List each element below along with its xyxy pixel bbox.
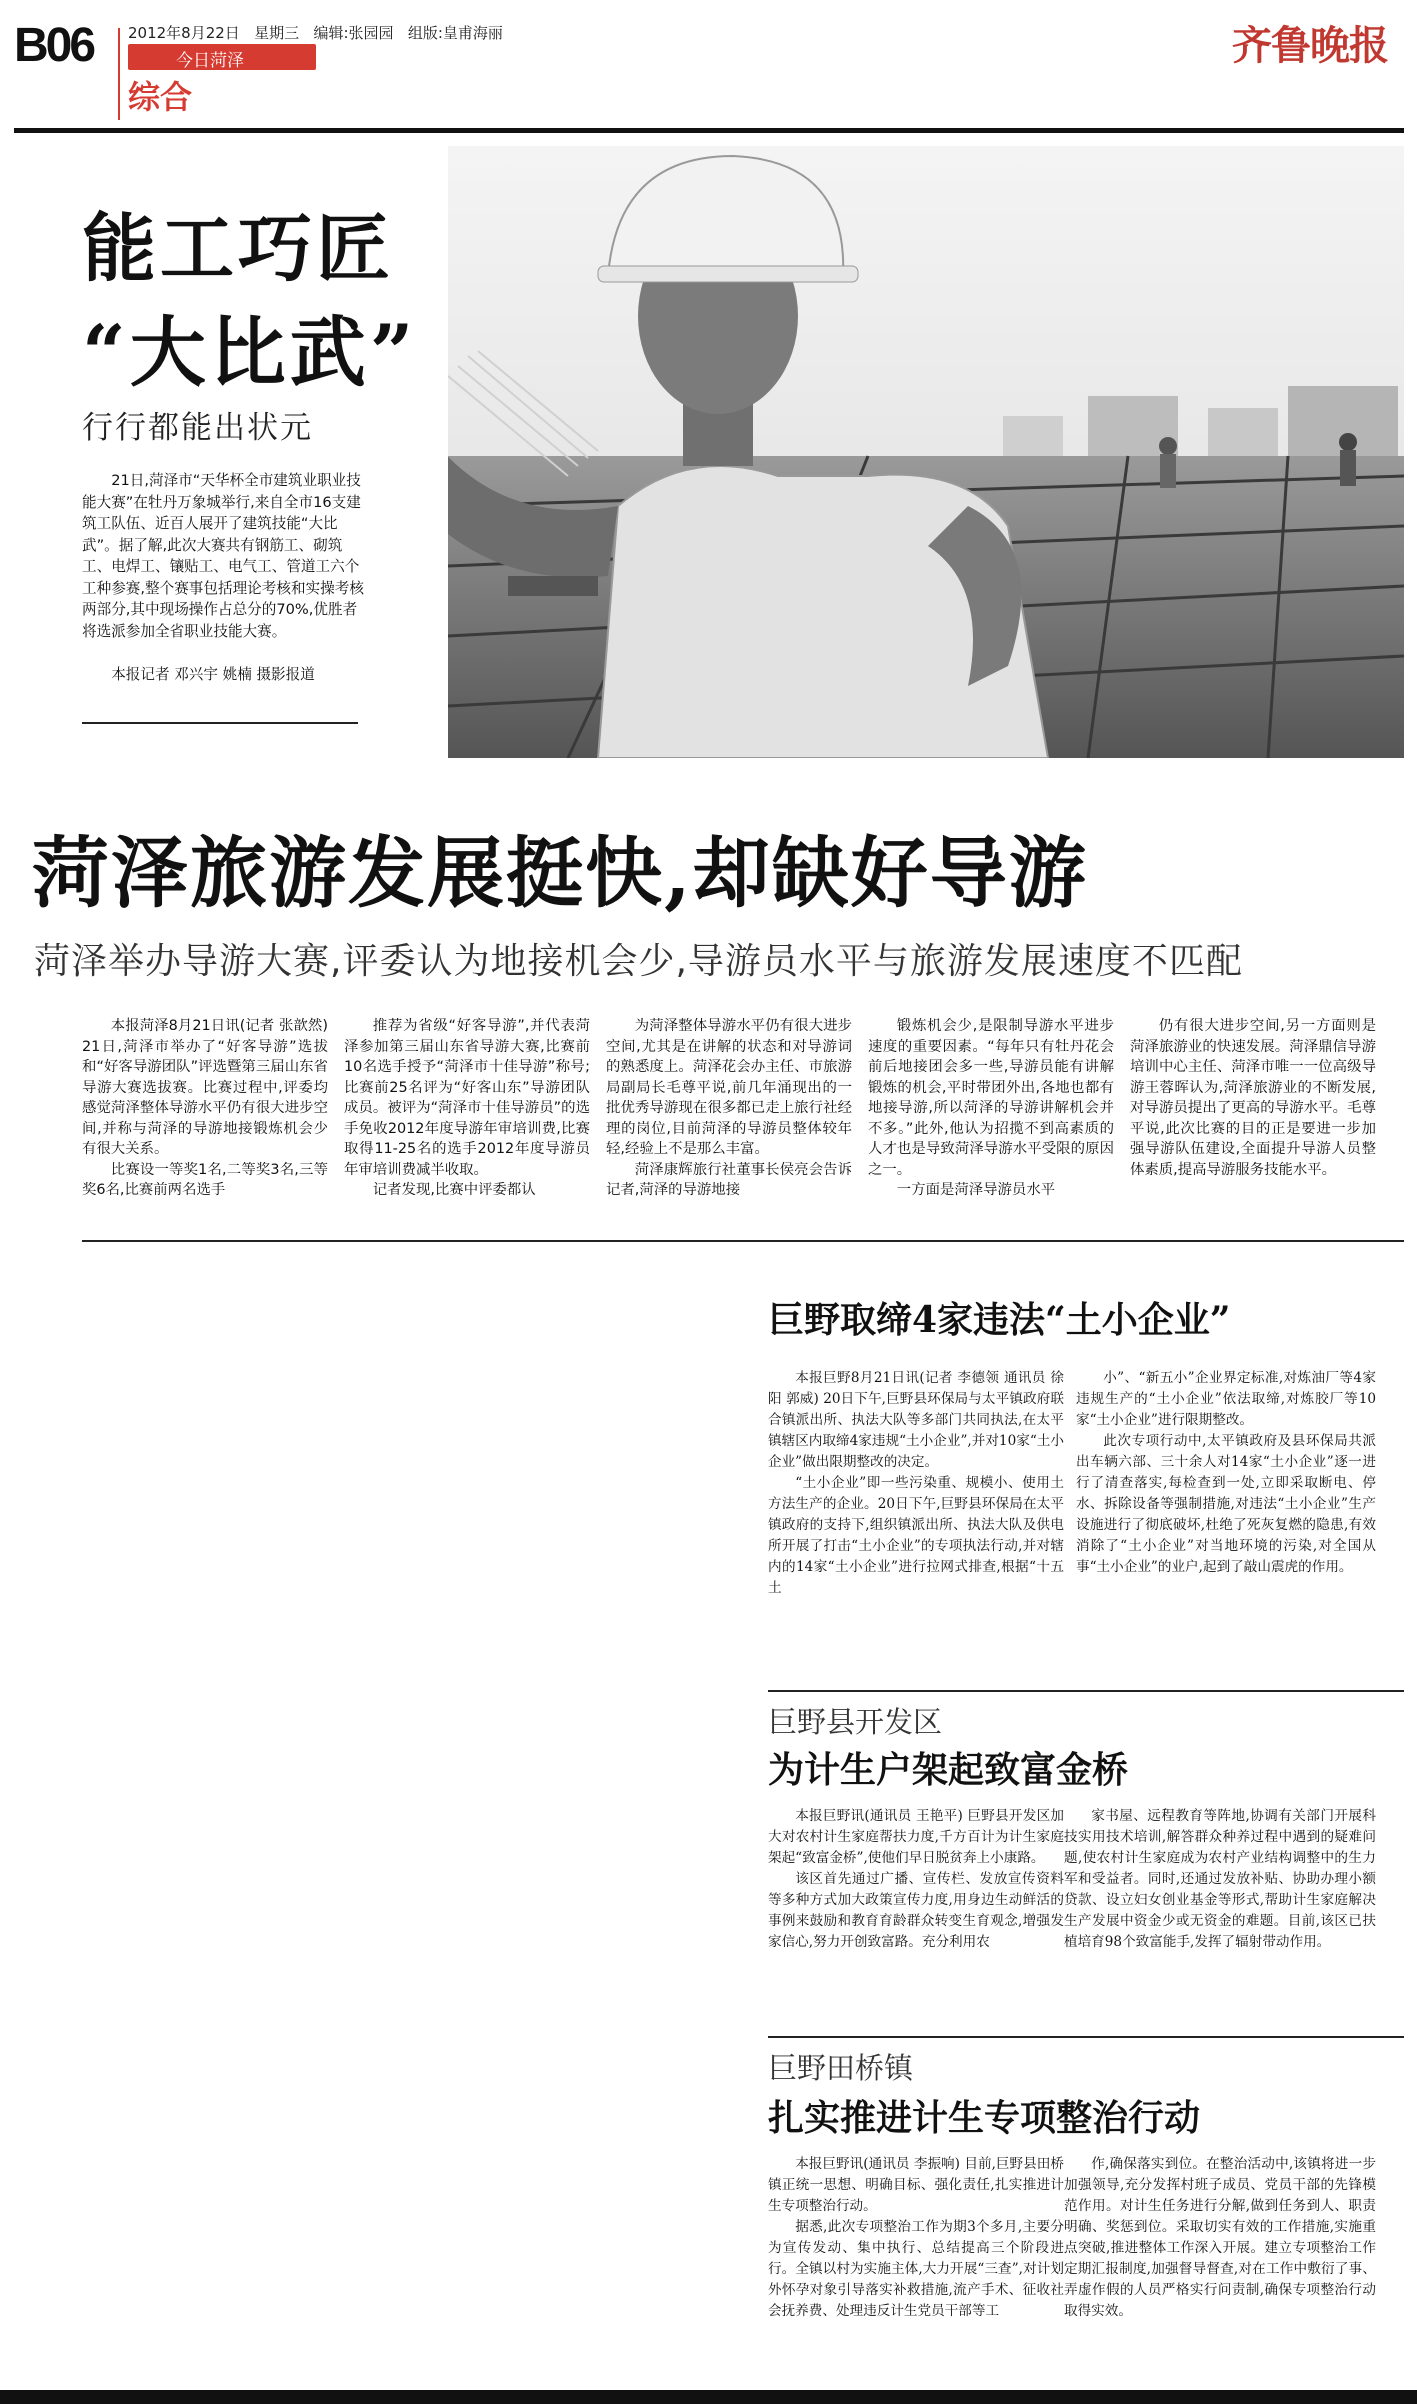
main-column-5: [1130, 1016, 1376, 1180]
main-column-2: [344, 1016, 590, 1201]
feature-rule: [82, 722, 358, 724]
story2-headline: 巨野取缔4家违法“土小企业”: [768, 1299, 1231, 1341]
story2-column-1: [768, 1368, 1064, 1599]
main-column-1: [82, 1016, 328, 1201]
story4-kicker: 巨野田桥镇: [768, 2051, 914, 2085]
paragraph: 此次专项行动中,太平镇政府及县环保局共派出车辆六部、三十余人对14家“土小企业”逐一进行了清查落实,每检查到一处,立即采取断电、停水、拆除设备等强制措施,对违法“土小企业”生产设施进行了彻底破坏,杜绝了死灰复燃的隐患,有效消除了“土小企业”对当地环境的污染,对全国从事“土小企业”的业户,起到了敲山震虎的作用。: [1076, 1433, 1376, 1575]
layout-editor: 组版:皇甫海丽: [407, 24, 503, 42]
bottom-rule: [0, 2390, 1417, 2404]
paragraph: 该区首先通过广播、宣传栏、发放宣传资料等多种方式加大政策宣传力度,用身边生动鲜活的事例来鼓励和教育育龄群众转变生育观念,增强发家信心,努力开创致富路。充分利用农: [768, 1871, 1064, 1950]
paragraph: 推荐为省级“好客导游”,并代表菏泽参加第三届山东省导游大赛,比赛前10名选手授予“菏泽市十佳导游”称号;比赛前25名评为“好客山东”导游团队成员。被评为“菏泽市十佳导游员”的选手免收2012年度导游年审培训费,比赛取得11-25名的选手2012年度导游员年审培训费减半收取。: [344, 1018, 590, 1178]
paragraph: “土小企业”即一些污染重、规模小、使用土方法生产的企业。20日下午,巨野县环保局在太平镇政府的支持下,组织镇派出所、执法大队及供电所开展了打击“土小企业”的专项执法行动,并对辖内的14家“土小企业”进行拉网式排查,根据“十五土: [768, 1475, 1064, 1596]
feature-body: 21日,菏泽市“天华杯全市建筑业职业技能大赛”在牡丹万象城举行,来自全市16支建筑工队伍、近百人展开了建筑技能“大比武”。据了解,此次大赛共有钢筋工、砌筑工、电焊工、镶贴工、电气工、管道工六个工种参赛,整个赛事包括理论考核和实操考核两部分,其中现场操作占总分的70%,优胜者将选派参加全省职业技能大赛。: [82, 472, 364, 640]
paragraph: 记者发现,比赛中评委都认: [372, 1182, 536, 1198]
feature-credit: 本报记者 邓兴宇 姚楠 摄影报道: [111, 666, 315, 683]
paragraph: 仍有很大进步空间,另一方面则是菏泽旅游业的快速发展。菏泽鼎信导游培训中心主任、菏泽市唯一一位高级导游王蓉晖认为,菏泽旅游业的不断发展,对导游员提出了更高的导游水平。毛尊平说,此次比赛的目的正是要进一步加强导游队伍建设,全面提升导游人员整体素质,提高导游服务技能水平。: [1130, 1018, 1376, 1178]
paragraph: 本报巨野讯(通讯员 王艳平) 巨野县开发区加大对农村计生家庭帮扶力度,千方百计为计生家庭架起“致富金桥”,使他们早日脱贫奔上小康路。: [768, 1808, 1064, 1866]
story4-column-1: [768, 2154, 1064, 2322]
story2-column-2: [1076, 1368, 1376, 1578]
paragraph: 锻炼机会少,是限制导游水平进步速度的重要因素。“每年只有牡丹花会前后地接团会多一些,导游员能有讲解锻炼的机会,平时带团外出,各地也都有地接导游,所以菏泽的导游讲解机会并不多。”此外,他认为招揽不到高素质的人才也是导致菏泽导游水平受限的原因之一。: [868, 1018, 1114, 1178]
column-name: 综合: [128, 78, 193, 116]
construction-worker-photo: [448, 146, 1404, 758]
story3-headline: 为计生户架起致富金桥: [768, 1749, 1129, 1791]
page-meta: [128, 22, 503, 43]
story2-rule: [768, 1690, 1404, 1692]
feature-title-line2: “大比武”: [82, 308, 418, 397]
top-rule: [14, 128, 1404, 133]
paragraph: 本报巨野讯(通讯员 李振响) 目前,巨野县田桥镇正统一思想、明确目标、强化责任,扎实推进计生专项整治行动。: [768, 2156, 1064, 2214]
paragraph: 为菏泽整体导游水平仍有很大进步空间,尤其是在讲解的状态和对导游词的熟悉度上。菏泽花会办主任、市旅游局副局长毛尊平说,前几年涌现出的一批优秀导游现在很多都已走上旅行社经理的岗位,目前菏泽的导游员整体较年轻,经验上不是那么丰富。: [606, 1018, 852, 1157]
story3-kicker: 巨野县开发区: [768, 1705, 943, 1739]
feature-title-line1: 能工巧匠: [82, 206, 394, 292]
main-story-rule: [82, 1240, 1404, 1242]
paragraph: 作,确保落实到位。在整治活动中,该镇将进一步加强领导,充分发挥村班子成员、党员干部的先锋模范作用。对计生任务进行分解,做到任务到人、职责明确、奖惩到位。采取切实有效的工作措施,实施重点突破,推进整体工作深入开展。建立专项整治工作定期汇报制度,加强督导督查,对在工作中敷衍了事、弄虚作假的人员严格实行问责制,确保专项整治行动取得实效。: [1064, 2156, 1376, 2319]
paragraph: 家书屋、远程教育等阵地,协调有关部门开展科技实用技术培训,解答群众种养过程中遇到的疑难问题,使农村计生家庭成为农村产业结构调整中的生力军和受益者。同时,还通过发放补贴、协助办理小额贷款、设立妇女创业基金等形式,帮助计生家庭解决生产发展中资金少或无资金的难题。目前,该区已扶植培育98个致富能手,发挥了辐射带动作用。: [1064, 1808, 1376, 1950]
date: 2012年8月22日: [128, 24, 240, 42]
feature-subtitle: 行行都能出状元: [82, 410, 313, 446]
main-deck: 菏泽举办导游大赛,评委认为地接机会少,导游员水平与旅游发展速度不匹配: [34, 941, 1243, 982]
page-number: B06: [14, 19, 94, 72]
editor: 编辑:张园园: [313, 24, 394, 42]
paragraph: 小”、“新五小”企业界定标准,对炼油厂等4家违规生产的“土小企业”依法取缔,对炼胶厂等10家“土小企业”进行限期整改。: [1076, 1370, 1376, 1428]
weekday: 星期三: [254, 24, 300, 42]
paragraph: 一方面是菏泽导游员水平: [896, 1182, 1056, 1198]
paragraph: 菏泽康辉旅行社董事长侯亮会告诉记者,菏泽的导游地接: [606, 1161, 852, 1198]
paragraph: 本报巨野8月21日讯(记者 李德领 通讯员 徐阳 郭威) 20日下午,巨野县环保局与太平镇政府联合镇派出所、执法大队等多部门共同执法,在太平镇辖区内取缔4家违规“土小企业”,并对10家“土小企业”做出限期整改的决定。: [768, 1370, 1064, 1470]
paragraph: 本报菏泽8月21日讯(记者 张歆然) 21日,菏泽市举办了“好客导游”选拔和“好客导游团队”评选暨第三届山东省导游大赛选拔赛。比赛过程中,评委均感觉菏泽整体导游水平仍有很大进步空间,并称与菏泽的导游地接锻炼机会少有很大关系。: [82, 1018, 328, 1157]
masthead-logo: 齐鲁晚报: [1232, 22, 1388, 69]
paragraph: 比赛设一等奖1名,二等奖3名,三等奖6名,比赛前两名选手: [82, 1161, 328, 1198]
header-divider: [118, 28, 120, 120]
story4-headline: 扎实推进计生专项整治行动: [768, 2097, 1201, 2139]
story3-column-1: [768, 1806, 1064, 1953]
main-column-3: [606, 1016, 852, 1201]
section-label: 今日菏泽: [176, 51, 244, 71]
main-column-4: [868, 1016, 1114, 1201]
story4-column-2: [1064, 2154, 1376, 2322]
story3-rule: [768, 2036, 1404, 2038]
paragraph: 据悉,此次专项整治工作为期3个多月,主要分为宣传发动、集中执行、总结提高三个阶段进行。全镇以村为实施主体,大力开展“三查”,对计划外怀孕对象引导落实补救措施,流产手术、征收社会抚养费、处理违反计生党员干部等工: [768, 2219, 1064, 2319]
story3-column-2: [1064, 1806, 1376, 1953]
main-headline: 菏泽旅游发展挺快,却缺好导游: [32, 829, 1088, 919]
